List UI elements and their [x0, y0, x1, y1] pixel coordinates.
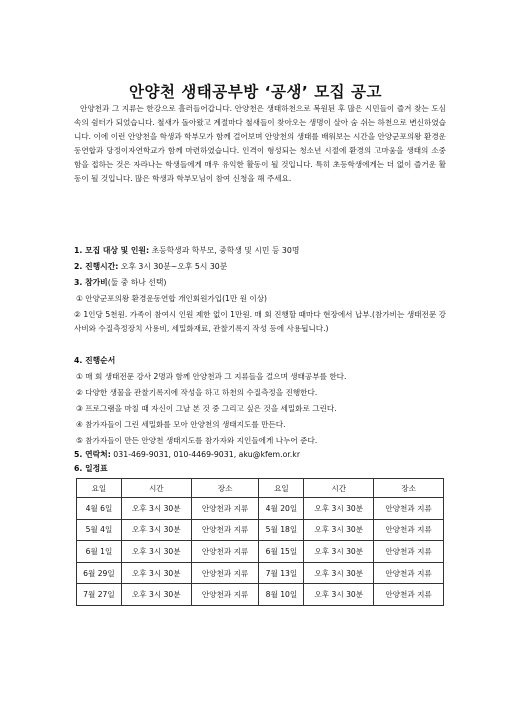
- section-label: 2. 진행시간:: [74, 262, 119, 271]
- table-cell: 6월 29일: [77, 562, 122, 584]
- table-cell: 안양천과 지류: [374, 584, 444, 606]
- table-row: [77, 519, 444, 541]
- table-cell: 4월 20일: [259, 498, 304, 520]
- fee-option-1: ① 안양군포의왕 환경운동연합 개인회원가입(1만 원 이상): [76, 294, 268, 303]
- intro-text: 안양천과 그 지류는 한강으로 흘러들어갑니다. 안양천은 생태하천으로 복원된 후 많은 시민들이 즐겨 찾는 도심 속의 쉼터가 되었습니다. 철새가 돌아왔고 계절마다 철새들이 찾아오는 생명이 살아 숨 쉬는 하천으로 변신하였습니다. 이에 이런 안양천을 학생과 학부모가 함께 걸어보며 안양천의 생태를 배워보는 시간을 안양군포의왕 환경운동연합과 당정이자연학교가 함께 마련하였습니다. 인격이 형성되는 청소년 시절에 환경의 고마움을 생태의 소중함을 접하는 것은 자라나는 학생들에게 매우 유익한 활동이 될 것입니다. 특히 초등학생에게는 더 없이 즐거운 활동이 될 것입니다. 많은 학생과 학부모님이 참여 신청을 해 주세요.: [74, 104, 446, 184]
- header-time: 시간: [121, 479, 191, 498]
- table-cell: 5월 18일: [259, 519, 304, 541]
- table-cell: 8월 10일: [259, 584, 304, 606]
- contact-value: 031-469-9031, 010-4469-9031, aku@kfem.or.kr: [110, 450, 301, 459]
- table-row: [77, 498, 444, 520]
- table-cell: 안양천과 지류: [191, 584, 259, 606]
- section-time: [74, 260, 446, 274]
- table-cell: 7월 13일: [259, 562, 304, 584]
- table-cell: 7월 27일: [77, 584, 122, 606]
- table-cell: 오후 3시 30분: [121, 541, 191, 563]
- header-place: 장소: [191, 479, 259, 498]
- section-value: (둘 중 하나 선택): [107, 278, 167, 287]
- table-cell: 오후 3시 30분: [304, 498, 374, 520]
- section-label: 6. 일정표: [74, 464, 108, 473]
- procedure-step-3: ③ 프로그램을 마칠 때 자신이 그날 본 것 중 그리고 싶은 것을 세밀화로 그린다.: [76, 404, 337, 413]
- table-cell: 오후 3시 30분: [304, 519, 374, 541]
- table-cell: 안양천과 지류: [191, 541, 259, 563]
- table-cell: 안양천과 지류: [191, 519, 259, 541]
- section-recruit-target: [74, 244, 446, 258]
- procedure-step-5: ⑤ 참가자들이 만든 안양천 생태지도를 참가자와 지인들에게 나누어 준다.: [76, 436, 318, 445]
- table-cell: 안양천과 지류: [374, 541, 444, 563]
- schedule-table: [76, 478, 444, 606]
- section-label: 4. 진행순서: [74, 356, 116, 365]
- table-cell: 오후 3시 30분: [121, 562, 191, 584]
- table-cell: 안양천과 지류: [191, 498, 259, 520]
- table-row: [77, 584, 444, 606]
- section-contact: [74, 448, 446, 462]
- header-place: 장소: [374, 479, 444, 498]
- section-label: 3. 참가비: [74, 278, 108, 287]
- procedure-step-4: ④ 참가자들이 그린 세밀화를 모아 안양천의 생태지도를 만든다.: [76, 420, 286, 429]
- table-cell: 5월 4일: [77, 519, 122, 541]
- table-cell: 안양천과 지류: [374, 562, 444, 584]
- table-cell: 오후 3시 30분: [304, 584, 374, 606]
- table-cell: 오후 3시 30분: [121, 498, 191, 520]
- header-time: 시간: [304, 479, 374, 498]
- procedure-step-1: ① 매 회 생태전문 강사 2명과 함께 안양천과 그 지류들을 걸으며 생태공부를 한다.: [76, 372, 347, 381]
- table-row: [77, 541, 444, 563]
- table-cell: 오후 3시 30분: [304, 541, 374, 563]
- page-title: 안양천 생태공부방 ‘공생’ 모집 공고: [129, 83, 382, 101]
- table-cell: 6월 1일: [77, 541, 122, 563]
- procedure-step-2: ② 다양한 생물을 관찰기록지에 작성을 하고 하천의 수질측정을 진행한다.: [76, 388, 318, 397]
- header-day: 요일: [77, 479, 122, 498]
- table-cell: 안양천과 지류: [374, 498, 444, 520]
- header-day: 요일: [259, 479, 304, 498]
- section-value: 오후 3시 30분~오후 5시 30분: [118, 262, 228, 271]
- intro-paragraph: [74, 102, 446, 187]
- table-cell: 4월 6일: [77, 498, 122, 520]
- table-header-row: [77, 479, 444, 498]
- table-cell: 오후 3시 30분: [121, 519, 191, 541]
- fee-option-2: ② 1인당 5천원. 가족이 참여시 인원 제한 없이 1만원. 매 회 진행할 때마다 현장에서 납부.(참가비는 생태전문 강사비와 수질측정장치 사용비, 세밀화재료, 관찰기록지 작성 등에 사용됩니다.): [74, 310, 446, 334]
- section-label: 1. 모집 대상 및 인원:: [74, 246, 150, 255]
- section-procedure: [74, 354, 446, 368]
- table-cell: 오후 3시 30분: [304, 562, 374, 584]
- table-cell: 안양천과 지류: [191, 562, 259, 584]
- table-cell: 안양천과 지류: [374, 519, 444, 541]
- table-row: [77, 562, 444, 584]
- section-fee: [74, 276, 446, 290]
- section-label: 5. 연락처:: [74, 450, 111, 459]
- section-schedule: [74, 462, 446, 476]
- section-value: 초등학생과 학부모, 중학생 및 시민 등 30명: [149, 246, 300, 255]
- table-cell: 오후 3시 30분: [121, 584, 191, 606]
- table-cell: 6월 15일: [259, 541, 304, 563]
